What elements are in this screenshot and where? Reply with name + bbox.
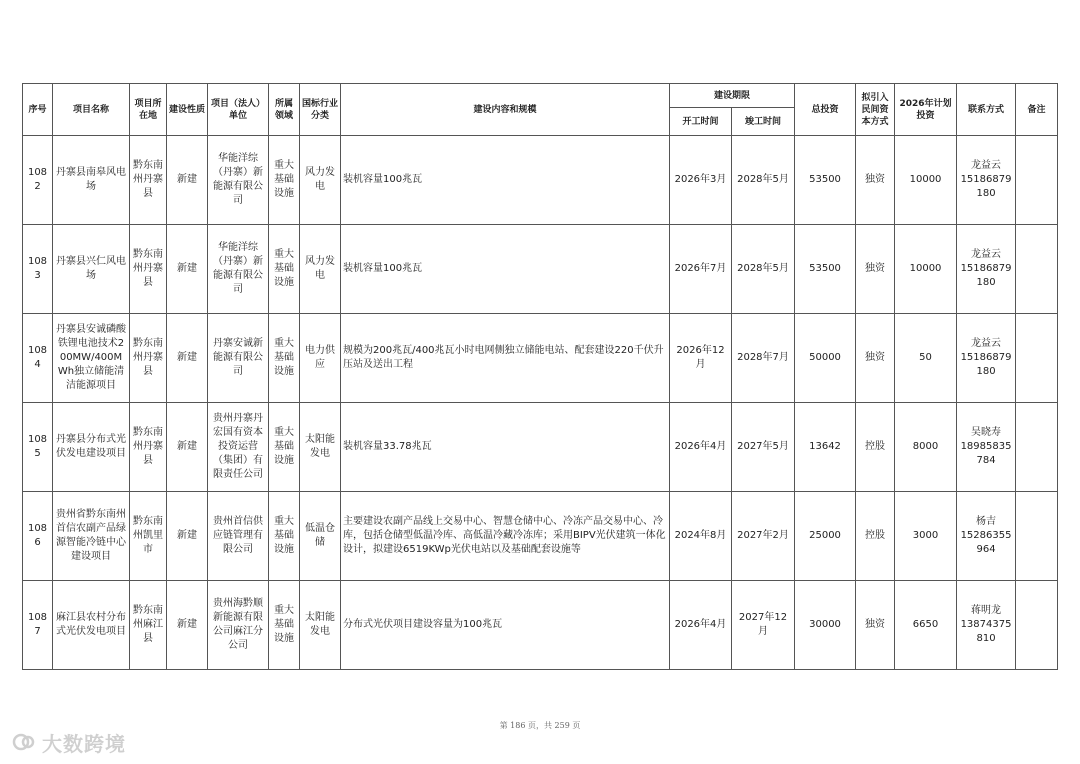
contact-phone: 15186879180	[960, 174, 1012, 199]
cell-content: 装机容量100兆瓦	[341, 225, 670, 314]
page-footer: 第 186 页，共 259 页	[499, 721, 581, 730]
cell-invest: 53500	[795, 136, 856, 225]
cell-name: 丹寨县兴仁风电场	[53, 225, 130, 314]
cell-industry: 风力发电	[300, 136, 341, 225]
cell-start: 2026年4月	[670, 581, 732, 670]
cell-location: 黔东南州丹寨县	[130, 314, 167, 403]
cell-nature: 新建	[167, 581, 208, 670]
cell-content: 装机容量100兆瓦	[341, 136, 670, 225]
cell-industry: 风力发电	[300, 225, 341, 314]
header-location: 项目所在地	[130, 84, 167, 136]
cell-seq: 1086	[23, 492, 53, 581]
cell-capital: 独资	[856, 581, 895, 670]
cell-invest: 25000	[795, 492, 856, 581]
cell-plan: 3000	[895, 492, 957, 581]
cell-plan: 8000	[895, 403, 957, 492]
cell-unit: 贵州丹寨丹宏国有资本投资运营（集团）有限责任公司	[208, 403, 269, 492]
cell-content: 主要建设农副产品线上交易中心、智慧仓储中心、冷冻产品交易中心、冷库，包括仓储型低温冷库、高低温冷藏冷冻库；采用BIPV光伏建筑一体化设计，拟建设6519KWp光伏电站以及基础配套设施等	[341, 492, 670, 581]
watermark	[12, 728, 126, 756]
cell-invest: 53500	[795, 225, 856, 314]
table-row	[23, 581, 1058, 670]
cell-nature: 新建	[167, 314, 208, 403]
header-remark: 备注	[1016, 84, 1058, 136]
header-nature: 建设性质	[167, 84, 208, 136]
cell-start: 2026年3月	[670, 136, 732, 225]
cell-start: 2026年12月	[670, 314, 732, 403]
cell-seq: 1085	[23, 403, 53, 492]
cell-seq: 1083	[23, 225, 53, 314]
cell-field: 重大基础设施	[269, 225, 300, 314]
cell-unit: 贵州首信供应链管理有限公司	[208, 492, 269, 581]
logo-icon	[12, 730, 36, 754]
cell-contact	[957, 581, 1016, 670]
header-plan: 2026年计划投资	[895, 84, 957, 136]
cell-seq: 1084	[23, 314, 53, 403]
contact-name: 龙益云	[971, 160, 1002, 171]
cell-end: 2027年12月	[732, 581, 795, 670]
cell-name: 麻江县农村分布式光伏发电项目	[53, 581, 130, 670]
cell-nature: 新建	[167, 136, 208, 225]
table-row	[23, 492, 1058, 581]
cell-remark	[1016, 136, 1058, 225]
cell-field: 重大基础设施	[269, 314, 300, 403]
cell-nature: 新建	[167, 492, 208, 581]
contact-name: 龙益云	[971, 249, 1002, 260]
header-name: 项目名称	[53, 84, 130, 136]
cell-location: 黔东南州凯里市	[130, 492, 167, 581]
header-industry: 国标行业分类	[300, 84, 341, 136]
cell-capital: 独资	[856, 225, 895, 314]
cell-plan: 6650	[895, 581, 957, 670]
cell-nature: 新建	[167, 403, 208, 492]
table-row	[23, 403, 1058, 492]
cell-end: 2028年7月	[732, 314, 795, 403]
cell-capital: 控股	[856, 492, 895, 581]
cell-start: 2026年7月	[670, 225, 732, 314]
cell-capital: 控股	[856, 403, 895, 492]
cell-contact	[957, 492, 1016, 581]
cell-industry: 低温仓储	[300, 492, 341, 581]
cell-invest: 13642	[795, 403, 856, 492]
cell-invest: 30000	[795, 581, 856, 670]
cell-contact	[957, 403, 1016, 492]
cell-nature: 新建	[167, 225, 208, 314]
cell-end: 2028年5月	[732, 225, 795, 314]
header-start: 开工时间	[670, 108, 732, 136]
contact-name: 龙益云	[971, 338, 1002, 349]
cell-name: 丹寨县安诚磷酸铁锂电池技术200MW/400MWh独立储能清洁能源项目	[53, 314, 130, 403]
cell-content: 分布式光伏项目建设容量为100兆瓦	[341, 581, 670, 670]
cell-name: 贵州省黔东南州首信农副产品绿源智能冷链中心建设项目	[53, 492, 130, 581]
cell-seq: 1082	[23, 136, 53, 225]
cell-end: 2027年5月	[732, 403, 795, 492]
cell-contact	[957, 225, 1016, 314]
cell-end: 2027年2月	[732, 492, 795, 581]
cell-location: 黔东南州麻江县	[130, 581, 167, 670]
header-content: 建设内容和规模	[341, 84, 670, 136]
contact-phone: 15286355964	[960, 530, 1012, 555]
cell-plan: 10000	[895, 136, 957, 225]
header-field: 所属领域	[269, 84, 300, 136]
cell-seq: 1087	[23, 581, 53, 670]
table-row	[23, 136, 1058, 225]
cell-start: 2024年8月	[670, 492, 732, 581]
header-period: 建设期限	[670, 84, 795, 108]
cell-name: 丹寨县分布式光伏发电建设项目	[53, 403, 130, 492]
cell-industry: 太阳能发电	[300, 581, 341, 670]
header-seq: 序号	[23, 84, 53, 136]
cell-invest: 50000	[795, 314, 856, 403]
header-row-1	[23, 84, 1058, 108]
contact-name: 蒋明龙	[971, 605, 1002, 616]
table-row	[23, 225, 1058, 314]
cell-end: 2028年5月	[732, 136, 795, 225]
cell-plan: 10000	[895, 225, 957, 314]
cell-unit: 贵州海黔顺新能源有限公司麻江分公司	[208, 581, 269, 670]
cell-capital: 独资	[856, 314, 895, 403]
cell-contact	[957, 314, 1016, 403]
cell-content: 规模为200兆瓦/400兆瓦小时电网侧独立储能电站、配套建设220千伏升压站及送出工程	[341, 314, 670, 403]
cell-remark	[1016, 225, 1058, 314]
cell-remark	[1016, 314, 1058, 403]
cell-industry: 电力供应	[300, 314, 341, 403]
cell-capital: 独资	[856, 136, 895, 225]
cell-contact	[957, 136, 1016, 225]
header-invest: 总投资	[795, 84, 856, 136]
cell-location: 黔东南州丹寨县	[130, 403, 167, 492]
contact-phone: 13874375810	[960, 619, 1012, 644]
cell-remark	[1016, 403, 1058, 492]
cell-location: 黔东南州丹寨县	[130, 225, 167, 314]
contact-phone: 18985835784	[960, 441, 1012, 466]
contact-name: 吴晓寿	[971, 427, 1002, 438]
header-end: 竣工时间	[732, 108, 795, 136]
cell-plan: 50	[895, 314, 957, 403]
cell-unit: 华能洋综（丹寨）新能源有限公司	[208, 225, 269, 314]
cell-unit: 华能洋综（丹寨）新能源有限公司	[208, 136, 269, 225]
header-unit: 项目（法人）单位	[208, 84, 269, 136]
project-table	[22, 83, 1058, 670]
contact-phone: 15186879180	[960, 263, 1012, 288]
cell-content: 装机容量33.78兆瓦	[341, 403, 670, 492]
cell-industry: 太阳能发电	[300, 403, 341, 492]
cell-unit: 丹寨安诚新能源有限公司	[208, 314, 269, 403]
cell-start: 2026年4月	[670, 403, 732, 492]
watermark-text: 大数跨境	[42, 731, 126, 756]
cell-remark	[1016, 581, 1058, 670]
cell-location: 黔东南州丹寨县	[130, 136, 167, 225]
cell-name: 丹寨县南皋风电场	[53, 136, 130, 225]
cell-field: 重大基础设施	[269, 136, 300, 225]
table-row	[23, 314, 1058, 403]
cell-field: 重大基础设施	[269, 581, 300, 670]
contact-name: 杨吉	[976, 516, 997, 527]
contact-phone: 15186879180	[960, 352, 1012, 377]
header-contact: 联系方式	[957, 84, 1016, 136]
cell-field: 重大基础设施	[269, 403, 300, 492]
header-capital: 拟引入民间资本方式	[856, 84, 895, 136]
cell-field: 重大基础设施	[269, 492, 300, 581]
cell-remark	[1016, 492, 1058, 581]
